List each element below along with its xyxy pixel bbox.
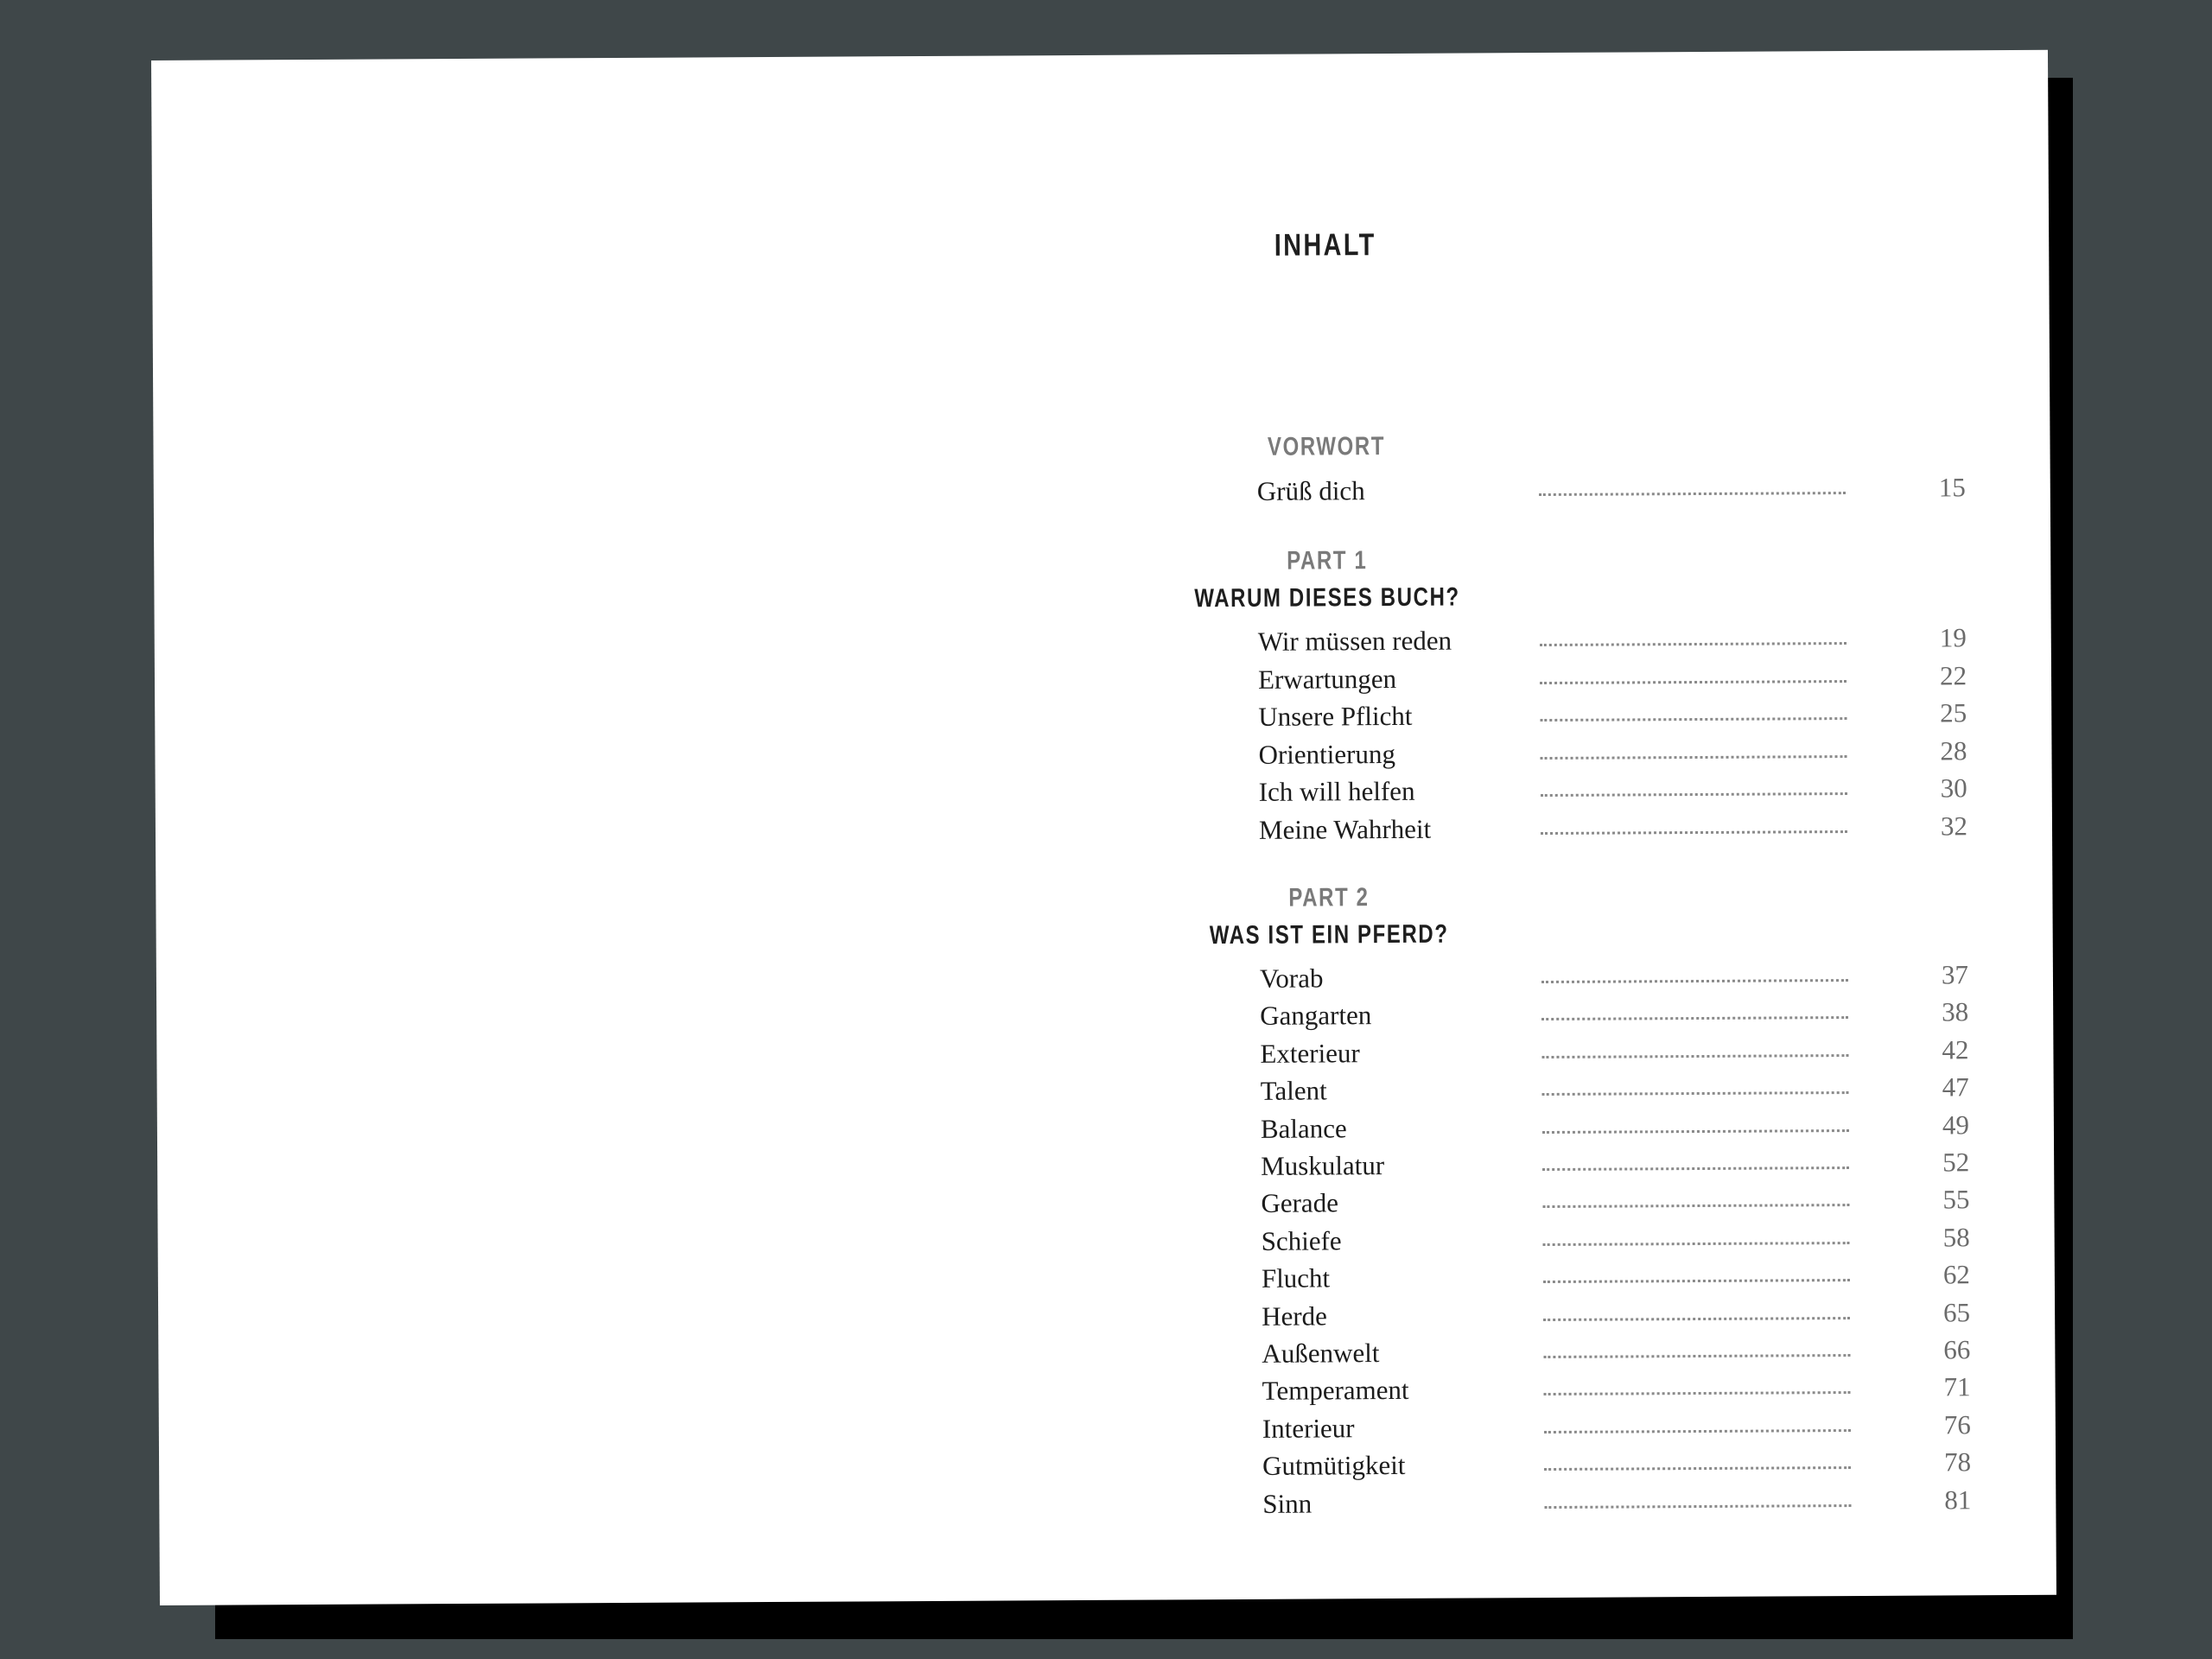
toc-entry-label: Temperament (1262, 1375, 1409, 1407)
dot-leader (1544, 1466, 1851, 1471)
toc-entry[interactable] (1261, 1185, 1969, 1227)
dot-leader (1540, 642, 1847, 646)
toc-entry-page: 30 (1940, 772, 1967, 804)
toc-entry[interactable] (1261, 1109, 1969, 1152)
toc-entry-page: 28 (1940, 734, 1967, 766)
toc-entry[interactable] (1262, 1222, 1970, 1264)
dot-leader (1544, 1391, 1851, 1395)
toc-entry-label: Grüß dich (1256, 475, 1365, 506)
section-title-part-1: WARUM DIESES BUCH? (1194, 582, 1460, 613)
toc-entry-label: Gerade (1261, 1187, 1339, 1219)
dot-leader (1541, 792, 1847, 797)
toc-entry-label: Schiefe (1261, 1225, 1342, 1256)
toc-entry[interactable] (1262, 1334, 1970, 1376)
dot-leader (1542, 1204, 1849, 1208)
section-title-part-2: WAS IST EIN PFERD? (1209, 919, 1449, 950)
dot-leader (1540, 717, 1847, 721)
toc-entry-label: Gangarten (1260, 1000, 1372, 1032)
toc-entry[interactable] (1258, 697, 1967, 740)
toc-entry-label: Herde (1262, 1300, 1327, 1332)
dot-leader (1543, 1317, 1850, 1321)
toc-entry-label: Wir müssen reden (1257, 625, 1452, 657)
toc-entry[interactable] (1259, 810, 1967, 853)
toc-entry-label: Gutmütigkeit (1262, 1450, 1406, 1482)
dot-leader (1541, 1054, 1848, 1058)
toc-entry-page: 66 (1943, 1334, 1971, 1365)
toc-entry[interactable] (1262, 1446, 1971, 1489)
toc-entry[interactable] (1258, 622, 1967, 664)
toc-entry-label: Sinn (1262, 1488, 1313, 1519)
toc-entry-label: Exterieur (1260, 1038, 1360, 1069)
dot-leader (1543, 1279, 1850, 1283)
toc-entry[interactable] (1259, 772, 1967, 815)
dot-leader (1541, 979, 1848, 983)
toc-entry-label: Talent (1260, 1075, 1327, 1107)
toc-entry-label: Meine Wahrheit (1258, 813, 1432, 845)
toc-entry[interactable] (1262, 1259, 1970, 1301)
section-heading-vorwort: VORWORT (1267, 432, 1386, 461)
toc-entry-label: Muskulatur (1261, 1150, 1385, 1181)
toc-entry-label: Außenwelt (1262, 1338, 1380, 1369)
toc-entry[interactable] (1262, 1409, 1971, 1452)
section-heading-part-1: PART 1 (1287, 546, 1368, 575)
dot-leader (1541, 755, 1847, 760)
toc-entry-label: Unsere Pflicht (1258, 700, 1413, 732)
dot-leader (1543, 1242, 1850, 1246)
dot-leader (1540, 680, 1847, 684)
toc-entry[interactable] (1261, 1147, 1969, 1189)
toc-entry-page: 15 (1938, 472, 1966, 503)
toc-entry[interactable] (1258, 660, 1967, 702)
toc-entry-page: 62 (1942, 1259, 1970, 1290)
toc-entry[interactable] (1262, 1372, 1971, 1414)
toc-entry-page: 58 (1942, 1222, 1970, 1253)
book-page (151, 50, 2056, 1605)
dot-leader (1541, 830, 1847, 835)
toc-title: INHALT (1274, 226, 1376, 263)
toc-entry-page: 81 (1944, 1484, 1972, 1516)
toc-entry[interactable] (1262, 1297, 1970, 1339)
dot-leader (1542, 1166, 1849, 1171)
toc-entry-page: 22 (1939, 659, 1967, 690)
toc-entry-label: Orientierung (1258, 738, 1395, 770)
toc-entry-page: 71 (1943, 1371, 1971, 1402)
toc-entry[interactable] (1260, 997, 1968, 1039)
toc-entry-label: Balance (1260, 1112, 1347, 1144)
toc-entry-label: Ich will helfen (1258, 775, 1415, 807)
toc-entry-page: 32 (1940, 810, 1968, 841)
toc-entry-page: 38 (1942, 996, 1969, 1027)
toc-entry-label: Vorab (1259, 963, 1324, 994)
toc-entry[interactable] (1261, 1071, 1969, 1114)
toc-entry-page: 78 (1943, 1446, 1972, 1478)
toc-entry-page: 76 (1943, 1409, 1971, 1440)
toc-entry[interactable] (1260, 1034, 1968, 1077)
dot-leader (1539, 492, 1846, 496)
toc-entry-page: 55 (1942, 1184, 1970, 1215)
toc-entry-label: Interieur (1262, 1413, 1355, 1444)
toc-entry-label: Erwartungen (1257, 663, 1397, 695)
toc-entry[interactable] (1262, 1484, 1971, 1527)
toc-entry-page: 52 (1942, 1147, 1970, 1178)
dot-leader (1544, 1429, 1851, 1433)
dot-leader (1541, 1016, 1848, 1020)
toc-entry-page: 25 (1940, 697, 1967, 728)
toc-entry-page: 42 (1942, 1034, 1969, 1065)
section-heading-part-2: PART 2 (1288, 883, 1370, 912)
toc-entry-page: 37 (1941, 959, 1969, 990)
toc-entry-page: 49 (1942, 1109, 1970, 1141)
dot-leader (1544, 1504, 1851, 1509)
toc-entry[interactable] (1258, 735, 1967, 778)
dot-leader (1542, 1091, 1849, 1096)
toc-entry[interactable] (1257, 472, 1966, 514)
dot-leader (1543, 1354, 1850, 1358)
dot-leader (1542, 1129, 1849, 1134)
toc-entry[interactable] (1260, 959, 1968, 1001)
toc-entry-page: 47 (1942, 1071, 1969, 1103)
toc-entry-page: 19 (1939, 622, 1967, 653)
toc-entry-label: Flucht (1261, 1262, 1331, 1294)
toc-entry-page: 65 (1943, 1296, 1971, 1328)
